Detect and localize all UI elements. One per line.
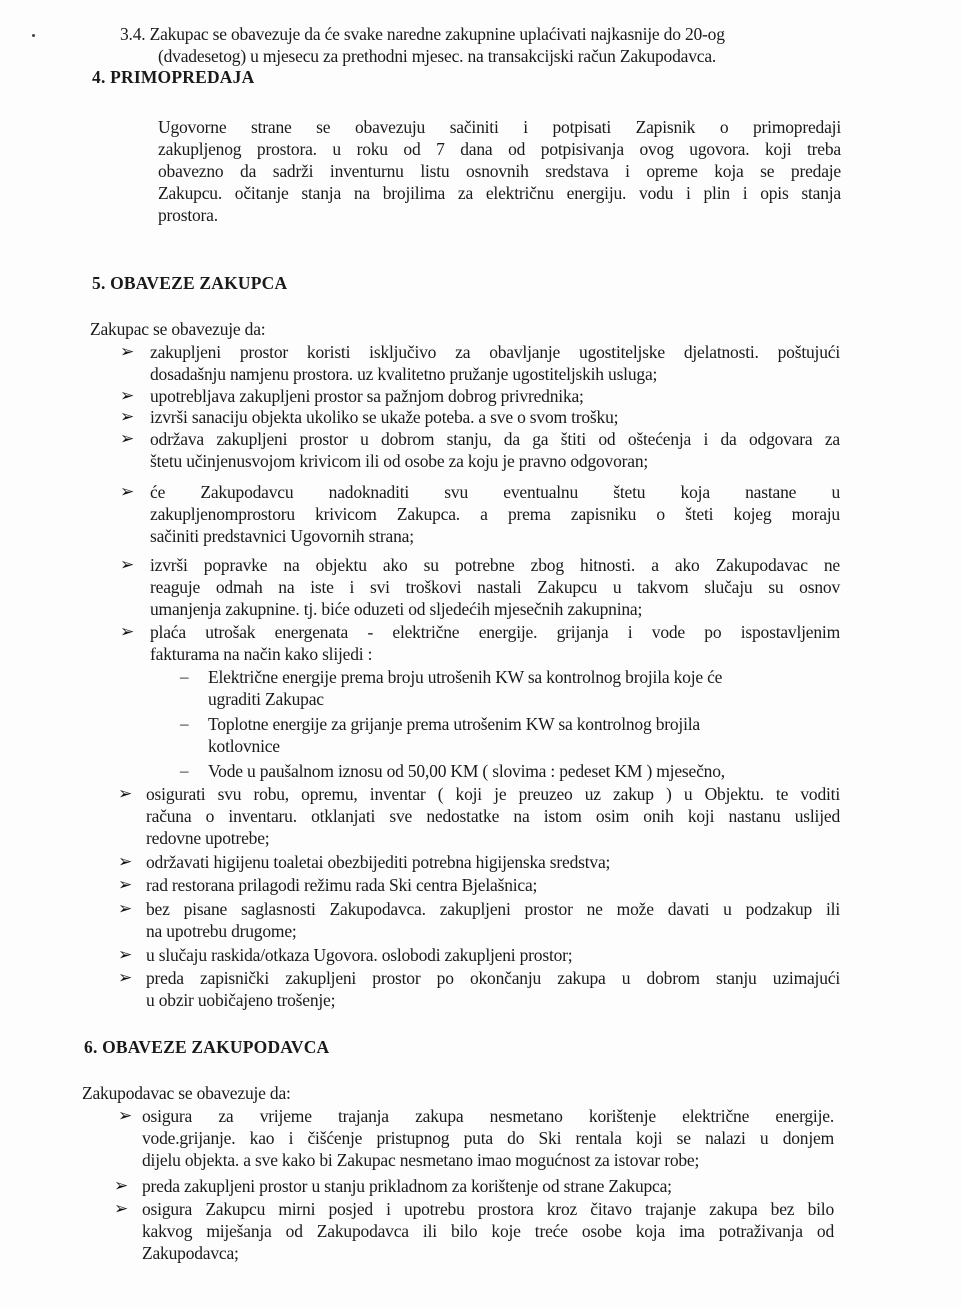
section-5-item-line: zakupljeni prostor koristi isključivo za obavljanje ugostiteljske djelatnosti. poštujući	[150, 342, 840, 362]
section-5-item-line: preda zapisnički zakupljeni prostor po okončanju zakupa u dobrom stanju uzimajući	[146, 968, 840, 988]
section-5-item-line: sačiniti predstavnici Ugovornih strana;	[150, 526, 414, 546]
section-5-item-line: izvrši popravke na objektu ako su potrebne zbog hitnosti. a ako Zakupodavac ne	[150, 555, 840, 575]
section-6-item-line: preda zakupljeni prostor u stanju prikladnom za korištenje od strane Zakupca;	[142, 1176, 672, 1196]
dash-bullet-icon: –	[180, 761, 189, 780]
section-5-item-line: fakturama na način kako slijedi :	[150, 644, 373, 664]
arrow-bullet-icon: ➢	[118, 1106, 133, 1126]
arrow-bullet-icon: ➢	[118, 899, 133, 919]
clause-3-4-line-2: (dvadesetog) u mjesecu za prethodni mjesec. na transakcijski račun Zakupodavca.	[158, 46, 717, 66]
arrow-bullet-icon: ➢	[118, 875, 133, 895]
section-5-item-line: dosadašnju namjenu prostora. uz kvalitetno pružanje ugostiteljskih usluga;	[150, 364, 658, 384]
section-5-item-line: u obzir uobičajeno trošenje;	[146, 990, 336, 1010]
section-5-item-line: štetu učinjenusvojom krivicom ili od osobe za koju je pravno odgovoran;	[150, 451, 649, 471]
arrow-bullet-icon: ➢	[118, 784, 133, 804]
section-5-item-line: rad restorana prilagodi režimu rada Ski centra Bjelašnica;	[146, 875, 538, 895]
section-5-item-line: izvrši sanaciju objekta ukoliko se ukaže poteba. a sve o svom trošku;	[150, 407, 619, 427]
section-6-item-line: osigura za vrijeme trajanja zakupa nesmetano korištenje električne energije.	[142, 1106, 834, 1126]
arrow-bullet-icon: ➢	[120, 482, 135, 502]
section-4-heading: 4. PRIMOPREDAJA	[92, 67, 255, 87]
section-5-item-line: osigurati svu robu, opremu, inventar ( koji je preuzeo uz zakup ) u Objektu. te voditi	[146, 784, 840, 804]
section-5-item-line: će Zakupodavcu nadoknaditi svu eventualnu štetu koja nastane u	[150, 482, 840, 502]
section-5-item-line: plaća utrošak energenata - električne energije. grijanja i vode po ispostavljenim	[150, 622, 840, 642]
section-6-item-line: dijelu objekta. a sve kako bi Zakupac nesmetano imao mogućnost za istovar robe;	[142, 1150, 700, 1170]
section-6-item-line: kakvog miješanja od Zakupodavca ili bilo koje treće osobe koja ima potraživanja od	[142, 1221, 834, 1241]
arrow-bullet-icon: ➢	[118, 968, 133, 988]
section-5-item-line: reaguje odmah na iste i svi troškovi nastali Zakupcu u takvom slučaju su osnov	[150, 577, 840, 597]
section-5-item-line: zakupljenomprostoru krivicom Zakupca. a prema zapisniku o šteti kojeg moraju	[150, 504, 840, 524]
section-6-item-line: osigura Zakupcu mirni posjed i upotrebu prostora kroz čitavo trajanje zakupa bez bilo	[142, 1199, 834, 1219]
section-5-item-line: bez pisane saglasnosti Zakupodavca. zakupljeni prostor ne može davati u podzakup ili	[146, 899, 840, 919]
section-4-paragraph-line: zakupljenog prostora. u roku od 7 dana od potpisivanja ovog ugovora. koji treba	[158, 139, 841, 159]
dash-bullet-icon: –	[180, 714, 189, 733]
section-5-item-line: umanjenja zakupnine. tj. biće oduzeti od sljedećih mjesečnih zakupnina;	[150, 599, 643, 619]
section-5-item-line: na upotrebu drugome;	[146, 921, 297, 941]
clause-3-4-line-1: 3.4. Zakupac se obavezuje da će svake naredne zakupnine uplaćivati najkasnije do 20-og	[120, 24, 725, 44]
dash-bullet-icon: –	[180, 667, 189, 686]
section-6-intro: Zakupodavac se obavezuje da:	[82, 1083, 291, 1103]
section-6-item-line: vode.grijanje. kao i čišćenje pristupnog puta do Ski rentala koji se nalazi u donjem	[142, 1128, 834, 1148]
arrow-bullet-icon: ➢	[114, 1199, 129, 1219]
section-5-item-line: održavati higijenu toaletai obezbijediti potrebna higijenska sredstva;	[146, 852, 611, 872]
arrow-bullet-icon: ➢	[114, 1176, 129, 1196]
scan-speck	[32, 34, 35, 37]
section-5-heading: 5. OBAVEZE ZAKUPCA	[92, 273, 288, 293]
arrow-bullet-icon: ➢	[120, 555, 135, 575]
section-5-item-line: redovne upotrebe;	[146, 828, 270, 848]
section-4-paragraph-line: prostora.	[158, 205, 218, 225]
arrow-bullet-icon: ➢	[120, 407, 135, 427]
section-5-item-line: u slučaju raskida/otkaza Ugovora. oslobodi zakupljeni prostor;	[146, 945, 573, 965]
arrow-bullet-icon: ➢	[120, 622, 135, 642]
arrow-bullet-icon: ➢	[120, 386, 135, 406]
section-5-intro: Zakupac se obavezuje da:	[90, 319, 266, 339]
section-5-item-line: održava zakupljeni prostor u dobrom stanju, da ga štiti od oštećenja i da odgovara za	[150, 429, 840, 449]
section-5-subitem-line: Vode u paušalnom iznosu od 50,00 KM ( slovima : pedeset KM ) mjesečno,	[208, 761, 725, 781]
section-5-subitem-line: Toplotne energije za grijanje prema utrošenim KW sa kontrolnog brojila	[208, 714, 700, 734]
arrow-bullet-icon: ➢	[118, 945, 133, 965]
section-6-heading: 6. OBAVEZE ZAKUPODAVCA	[84, 1037, 330, 1057]
section-5-subitem-line: kotlovnice	[208, 736, 280, 756]
section-6-item-line: Zakupodavca;	[142, 1243, 239, 1263]
arrow-bullet-icon: ➢	[120, 429, 135, 449]
section-5-item-line: upotrebljava zakupljeni prostor sa pažnjom dobrog privrednika;	[150, 386, 584, 406]
section-4-paragraph-line: obavezno da sadrži inventurnu listu osnovnih sredstava i opreme koja se predaje	[158, 161, 841, 181]
section-5-subitem-line: ugraditi Zakupac	[208, 689, 324, 709]
section-5-item-line: računa o inventaru. otklanjati sve nedostatke na istom osim onih koji nastanu uslijed	[146, 806, 840, 826]
arrow-bullet-icon: ➢	[120, 342, 135, 362]
arrow-bullet-icon: ➢	[118, 852, 133, 872]
section-4-paragraph-line: Ugovorne strane se obavezuju sačiniti i potpisati Zapisnik o primopredaji	[158, 117, 841, 137]
section-4-paragraph-line: Zakupcu. očitanje stanja na brojilima za električnu energiju. vodu i plin i opis stanja	[158, 183, 841, 203]
section-5-subitem-line: Električne energije prema broju utrošenih KW sa kontrolnog brojila koje će	[208, 667, 723, 687]
